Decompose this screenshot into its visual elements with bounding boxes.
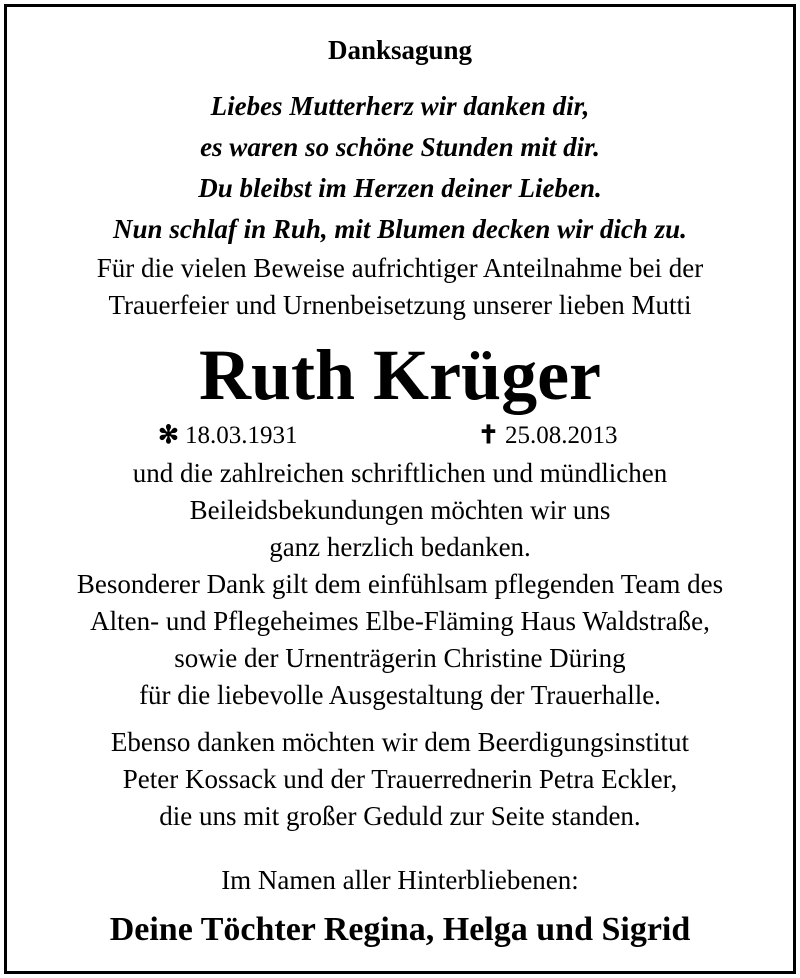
poem-verse — [0, 86, 800, 250]
special-thanks-paragraph — [0, 566, 800, 714]
heading-text: Danksagung — [327, 35, 473, 65]
poem-line: Du bleibst im Herzen deiner Lieben. — [198, 173, 602, 203]
condolences-line: ganz herzlich bedanken. — [269, 532, 531, 562]
poem-line: Nun schlaf in Ruh, mit Blumen decken wir dich zu. — [113, 214, 687, 244]
condolences-line: und die zahlreichen schriftlichen und mündlichen — [132, 458, 668, 488]
birth-date-text: 18.03.1931 — [184, 422, 298, 449]
poem-line: Liebes Mutterherz wir danken dir, — [210, 91, 590, 121]
condolences-paragraph — [0, 455, 800, 566]
death-date-text: 25.08.2013 — [504, 422, 618, 449]
special-thanks-line: Besonderer Dank gilt dem einfühlsam pflegenden Team des — [76, 569, 724, 599]
funeral-home-line: Ebenso danken möchten wir dem Beerdigungsinstitut — [110, 727, 690, 757]
intro-paragraph — [0, 250, 800, 324]
funeral-home-line: die uns mit großer Geduld zur Seite standen. — [159, 801, 641, 831]
birth-date — [158, 420, 297, 452]
death-cross-icon: ✝ — [478, 422, 499, 449]
condolences-line: Beileidsbekundungen möchten wir uns — [189, 495, 611, 525]
special-thanks-line: sowie der Urnenträgerin Christine Düring — [174, 643, 626, 673]
special-thanks-line: Alten- und Pflegeheimes Elbe-Fläming Haus Waldstraße, — [90, 606, 710, 636]
funeral-home-line: Peter Kossack und der Trauerrednerin Petra Eckler, — [122, 764, 678, 794]
special-thanks-line: für die liebevolle Ausgestaltung der Trauerhalle. — [139, 680, 661, 710]
intro-line: Trauerfeier und Urnenbeisetzung unserer lieben Mutti — [108, 290, 692, 320]
deceased-name — [0, 334, 800, 416]
notice-heading — [0, 30, 800, 70]
birth-star-icon: ✻ — [158, 422, 179, 449]
closing-intro-text: Im Namen aller Hinterbliebenen: — [221, 865, 579, 895]
poem-line: es waren so schöne Stunden mit dir. — [200, 132, 600, 162]
signature — [0, 908, 800, 952]
intro-line: Für die vielen Beweise aufrichtiger Anteilnahme bei der — [96, 253, 704, 283]
deceased-name-text: Ruth Krüger — [199, 335, 601, 415]
signature-text: Deine Töchter Regina, Helga und Sigrid — [109, 911, 691, 948]
funeral-home-paragraph — [0, 724, 800, 835]
closing-intro — [0, 862, 800, 899]
death-date — [478, 420, 617, 452]
